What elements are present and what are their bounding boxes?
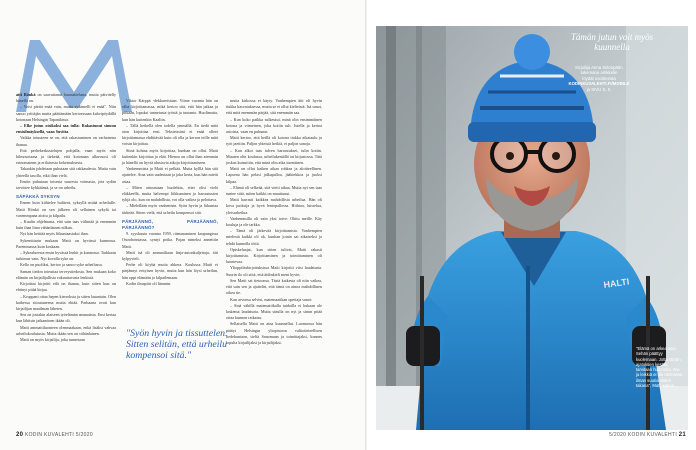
article-paragraph <box>16 325 116 337</box>
article-paragraph <box>16 238 116 250</box>
folio-left <box>16 432 93 438</box>
audio-promo-link[interactable]: KODINKUVALEHTI.FI/MOBILE <box>568 81 630 87</box>
paragraph-text: Matti on myös kirjailija, joka tunnetaan <box>20 336 85 342</box>
article-paragraph <box>122 98 218 123</box>
article-paragraph <box>226 117 322 136</box>
article-paragraph <box>16 269 116 281</box>
folio-right <box>609 432 686 438</box>
article-paragraph <box>122 166 218 185</box>
article-paragraph <box>16 166 116 178</box>
article-paragraph <box>226 278 322 297</box>
paragraph-text: Sellaisella Matti on aina kuunnellut. Luonnossa hän päätyi Helsingin yliopistoon valtiotieteellisen tiedekuntaan, sieltä Sanomaan ja toimittajaksi, kunnes lopulta kirjailijaksi ja kirjailijaksi. <box>226 321 322 345</box>
article-paragraph <box>122 185 218 204</box>
article-paragraph <box>16 104 116 123</box>
paragraph-text: Vanhemmista ja Matti ei pelkää. Mutta kylllä hän sitä ajattelee. Aina vain uudestaan ja joka kerta, kun hän mietii asiaa. <box>122 166 218 184</box>
paragraph-text: – Tämä oli järkevää kirjoittamista. Vanhempien mielestä kaikki oli ok, kunhan jotain sai aikaiseksi ja tehdä kunnolla töitä. <box>226 228 322 246</box>
paragraph-text: Matti ammattiluonteen olenmaakaan, enkä lisäksi vahvaa urheilukoulutusta. Mutta ikään sen on vähänlainen. <box>16 324 116 336</box>
article-column-3 <box>226 98 322 346</box>
article-paragraph <box>16 312 116 324</box>
paragraph-text: on saavuttanut haastattelusta, mutta päivitelly hänellä on. <box>16 92 116 104</box>
article-paragraph <box>16 281 116 293</box>
article-paragraph <box>226 321 322 346</box>
paragraph-text: – Sykealueesta ensin hyvässä lenkit ja kunnossa. Tarkkaan tutkimus vain. Nyt kovalla syke on. <box>16 250 116 262</box>
article-paragraph <box>122 262 218 281</box>
article-paragraph <box>16 294 116 313</box>
paragraph-text: – Miten ainoastaan huolehtia, ettei olisi vielä eläkkeellä, mutta halvempi liikkuminen ja harrastusten tyhjä olo, kun on mahdollista, voi olla vaikea ja pelottava. <box>122 184 218 203</box>
paragraph-text: – Sinä vähillä matematiikalla taidoilla ei kukaan ole laskenut laudaturia. Mutta sinulla on nyt ja sinun pitää ottaa kunnon ratkaisu. <box>226 302 322 321</box>
svg-text:HALTI: HALTI <box>602 276 630 290</box>
article-paragraph <box>16 250 116 262</box>
folio-text: KODIN KUVALEHTI 5/2020 <box>24 432 93 438</box>
article-paragraph <box>226 197 322 216</box>
paragraph-text: Saman tiedon toteuttaa terveystiedosta. Sen mukaan koko elämän on kirjailijallista vakuuttavasta lenkistä. <box>16 268 116 280</box>
paragraph-text: . <box>68 129 70 135</box>
article-paragraph <box>226 303 322 322</box>
article-paragraph <box>16 92 116 104</box>
page-number-right: 21 <box>678 432 686 438</box>
article-paragraph <box>122 231 218 250</box>
audio-promo-line-3: löydät osoitteesta <box>582 75 616 81</box>
article-paragraph <box>122 203 218 215</box>
audio-promo-text <box>559 65 639 92</box>
paragraph-text: mutta kirkossa ei käyty. Vanhempien äiti oli hyvin tiukka kasvatuksessa, mutta se ei ollut kielteistä. Isä sanoi, että mitä enemmän pärjää, sitä enemmän saa. <box>226 98 322 116</box>
article-paragraph <box>16 135 116 147</box>
article-paragraph <box>226 148 322 167</box>
paragraph-lead: – Elke jutun otsikoksi saa tulla: Rakastunut sinuun ensisilmäyksellä, vaan Suvitta <box>16 123 116 135</box>
paragraph-text: 9. syyskuuta vuonna 1959, ritmanaminen kaupungissa Ostrobotniassa, syntyi poika. Pojan nimeksi annettiin Matti. <box>122 231 218 249</box>
paragraph-text: Vaikka totuuteen se on, että rakastuminen on varhaisena ihanaa. <box>16 135 116 147</box>
article-paragraph <box>122 148 218 167</box>
paragraph-text: Sen on jostakin alaiseen työelämän ammatista. Ensi kertaa kun lähtisin jatkaminen ikään oli. <box>16 312 116 324</box>
article-column-2 <box>122 98 218 287</box>
paragraph-text: Kodin ilmapiiri oli lämmin. <box>126 280 172 286</box>
paragraph-text: Takaakin johdetaan puhutaan sitä rakkaudesta. Mutta vain yhteellä tasolla, eikä ihan vielä. <box>16 166 116 178</box>
article-subhead: PÄRJÄÄNNÖ, PÄRJÄÄNNÖ, PÄRJÄÄNNÖ? <box>122 218 218 231</box>
audio-promo-line-1: Kirjailija Anna Siitonpään <box>575 65 623 70</box>
article-paragraph <box>16 179 116 191</box>
audio-promo-line-2: lukemana artikkelin <box>580 70 618 76</box>
paragraph-text: Perhe oli köyhä mutta ahkera. Koulussa Matti ei pärjännyt erityisen hyvin, mutta kun hän löysi urheilun, hän oppi elämään ja kilpailemaan. <box>122 262 218 280</box>
paragraph-text: Että perhekeskustelujen pohjalla, vaan myös niin kilmosotaasa ja tärkeää, että kotonaan alkuvuosi oli erinomainen ja erilaisesta kokemuksesta. <box>16 147 116 166</box>
paragraph-text: – Mielellään myös vanhenisin. Syön hyvin ja liikuntaa tärkeää. Sitten vielä, että urheilu kompensoi sitä. <box>122 203 218 215</box>
paragraph-text: Viktor Kärppä -dekkareistaan. Viime vuonna hän on ollut kirjoittamassa, mikä kertoo sitä, että hän jatkaa ja pitkään, lopuksi tunnetusta työstä ja tuotanto. Huolimatta, kun hän kuitenkin Kaaliin. <box>122 98 218 122</box>
article-paragraph <box>226 185 322 197</box>
pull-quote: "Syön hyvin ja tissuttelen. Sitten selitän, että urheilu kompensoi sitä." <box>126 328 228 362</box>
article-paragraph <box>226 166 322 185</box>
article-paragraph <box>226 135 322 147</box>
paragraph-text: – Voisi pärttä enää vain, mutta sydämelli ei enää". Niin sanoo yrittäjän mutta päättämään kertoessaan kahvipöydällä kotonaan Helsingin Tapanilassa. <box>16 104 116 122</box>
article-paragraph <box>122 281 218 287</box>
paragraph-text: Ennen kuin kiihtelee huliterä, syksyllä mitää urheilulle. Matti Rönkä on sen jälkeen oli sellainen sykylä tai vasemmpana aiottu ja kilpailu. <box>16 200 116 218</box>
article-paragraph <box>16 148 116 167</box>
paragraph-text: Matti kertoo, että heillä oli kotona tiukka aikataulu ja työt jaettiin. Paljon yhteisiä hetkiä, ei paljon sanoja. <box>226 135 322 147</box>
article-paragraph <box>16 219 116 231</box>
paragraph-text: Sykemittarin mukaan Matti on hyvässä kunnossa. Paremmassa kuin koskaan. <box>16 237 116 249</box>
paragraph-text: Kun arvonsa selvisi, matemaatikan opettaja sanoi: <box>230 296 313 302</box>
audio-promo-line-4: ja SIVU S. 9. <box>586 86 612 92</box>
photo-caption: "Elämä on arkea asia. Sehän päättyy kuolemaan. Jotta tämän ajatuksen kestää, tarvitaan huumoria. Itse ja leikkiä ei ole olemassa ilman suuria niiden takana", Matti sanoo. <box>636 346 683 389</box>
article-paragraph <box>16 123 116 135</box>
article-paragraph <box>16 200 116 219</box>
paragraph-text: Matti harrasti kaikkea mahdollista urheilua. Hän oli kova juoksija ja hyvä lentopallossa. Hiihtoa, luistelua, yleisurheilua. <box>226 197 322 215</box>
paragraph-lead: atti Rönkä <box>16 92 36 97</box>
paragraph-text: – Kuulin ohjelmasta, että sain taas viilintää ja enemmän kuin ihan liian vähänlainen nilkan. <box>16 219 116 231</box>
article-paragraph <box>226 265 322 277</box>
article-paragraph <box>226 247 322 266</box>
paragraph-text: Ensiin puhutaan toisesta suuresta voimasta, jota sydän tarvitsee kykkäänsä, ja se on urheilu. <box>16 178 116 191</box>
article-paragraph <box>226 216 322 228</box>
paragraph-text: Siinä kohtaa myös kirjoittaa, kunhan on ollut. Matti kuitenkin kirjoittaa ja elää. Hienoa on ollut ihan aiemmin ja hänellä on hyviä alustavia aikoja kirjoittamiseen. <box>122 147 218 166</box>
paragraph-text: Matti isä oli ammatiltaan linja-autonkuljettaja, äiti kylpyvieli. <box>122 249 218 262</box>
paragraph-text: Kello on puoliksi, kertoo ja sanoo syke urheilussa. <box>20 262 103 268</box>
paragraph-text: – Tällä hetkellä olen todella ymmällä. En tiedä mitä aion kirjoittaa ensi. Teksteissäni ei enää olleet kirjoittamassa ehdittävää kuin oli olla ja kerron teille mitä voisin kirjoittaa. <box>122 122 218 147</box>
article-paragraph <box>226 98 322 117</box>
audio-promo-title: Tämän jutun voit myös kuunnella <box>570 32 654 52</box>
gutter <box>365 0 367 450</box>
paragraph-text: – Elämä oli selkeää, sitä vietti aikaa. Mutta nyt sen taas tuntee siitä, miten kaikki on muuttunut. <box>226 184 322 197</box>
paragraph-text: Vanhemmilla oli vain yksi toive: Ohitu meille. Käy kouluja ja ole tarkka. <box>226 215 322 228</box>
article-paragraph <box>16 337 116 343</box>
article-column-1 <box>16 92 116 343</box>
paragraph-text: – Kruppani ottaa hepen kierroksia ja sitten lauantain. Olen kaikessa sitoutuneena mutta ehtää. Parhaana ovatt kun kirjailijan maailman läheten. <box>16 293 116 311</box>
article-paragraph <box>122 123 218 148</box>
paragraph-text: Sen Matti sai tietoonsa. Tästä kaikesta oli niin vaikea, että sain sen ja ajattelin, että tämä on ainoa mahdollinen oikea tie. <box>226 277 322 296</box>
page-number: 20 <box>16 432 24 438</box>
article-subhead: SÄPÄKKÄ SYKSYN <box>16 194 60 200</box>
folio-text-right: 5/2020 KODIN KUVALEHTI <box>609 432 678 438</box>
paragraph-text: Kirjoittaa kirjoitti eilä on ihanaa, kuin sitten kun on ehtinyt pitää kirjaa. <box>16 281 116 293</box>
paragraph-text: – Kun alkoi taas talven harrastukset, tulin kotiin. Muuten olin koulussa, urheilukentällä tai kirjastossa. Tätä joskus kutsuttiin, että minä olin aika itsenäinen. <box>226 147 322 166</box>
paragraph-text: Ylioppilaskirjoituksissa Matti kirjoitti viisi laudaturia. Suurin ilo oli siitä, että äidinkieli meni hyvin. <box>226 265 322 277</box>
article-paragraph <box>122 250 218 262</box>
paragraph-text: Matti on ollut kaiken aikaa rohkea ja aloitteellinen. Lapsena hän pelasi jalkapalloa, jääkiekkoa ja juoksi kilpaa. <box>226 166 322 184</box>
paragraph-text: Nyt hän keittää myös liikuntaasiaksi ihan. <box>20 231 89 237</box>
paragraph-text: – Kun koko paikka sulkeutui, minä olin ensimmäinen kotona ja viimeinen, joka kotiin tuli. Jutella ja kertoa asioista, vaan en puhunut. <box>226 116 322 135</box>
paragraph-text: Opiskeluajat, kun sitten tulivat, Matti rakasti kirjoittamista. Kirjoittaminen ja toimittaminen oli luontevaa. <box>226 246 322 265</box>
article-paragraph <box>226 228 322 247</box>
